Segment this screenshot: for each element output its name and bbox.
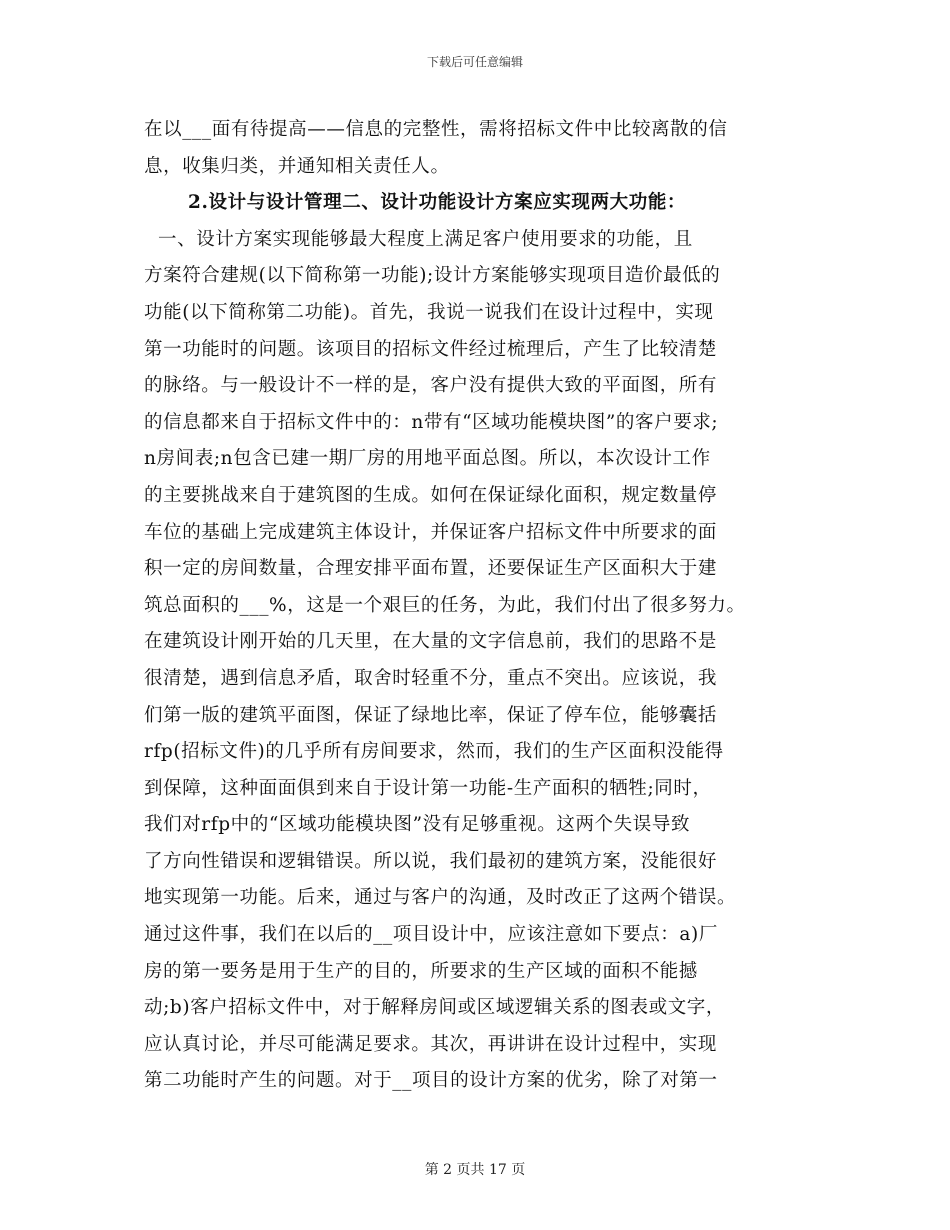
text-line: 的主要挑战来自于建筑图的生成。如何在保证绿化面积，规定数量停 — [144, 484, 718, 506]
text-line: 应认真讨论，并尽可能满足要求。其次，再讲讲在设计过程中，实现 — [144, 1033, 718, 1055]
text-line: 在以___面有待提高——信息的完整性，需将招标文件中比较离散的信 — [144, 119, 728, 140]
page-header: 下载后可任意编辑 — [426, 55, 523, 69]
text-line: 了方向性错误和逻辑错误。所以说，我们最初的建筑方案，没能很好 — [144, 850, 718, 872]
text-line: 筑总面积的___%，这是一个艰巨的任务，为此，我们付出了很多努力。 — [144, 594, 746, 616]
paragraph-first-line: 一、设计方案实现能够最大程度上满足客户使用要求的功能，且 — [158, 228, 693, 250]
section-heading: 2.设计与设计管理二、设计功能设计方案应实现两大功能： — [188, 192, 687, 214]
text-line: 积一定的房间数量，合理安排平面布置，还要保证生产区面积大于建 — [144, 558, 718, 580]
text-line: 的信息都来自于招标文件中的：n带有“区域功能模块图”的客户要求; — [144, 411, 719, 433]
text-line: n房间表;n包含已建一期厂房的用地平面总图。所以，本次设计工作 — [144, 448, 711, 470]
text-line: 房的第一要务是用于生产的目的，所要求的生产区域的面积不能撼 — [144, 960, 698, 982]
text-line: 们第一版的建筑平面图，保证了绿地比率，保证了停车位，能够囊括 — [144, 704, 718, 726]
text-line: 动;b)客户招标文件中，对于解释房间或区域逻辑关系的图表或文字， — [144, 997, 725, 1019]
text-line: 功能(以下简称第二功能)。首先，我说一说我们在设计过程中，实现 — [144, 301, 714, 323]
text-line: 息，收集归类，并通知相关责任人。 — [144, 155, 450, 177]
text-line: 很清楚，遇到信息矛盾，取舍时轻重不分，重点不突出。应该说，我 — [144, 667, 718, 689]
page-footer: 第 2 页共 17 页 — [424, 1162, 526, 1178]
text-line: 的脉络。与一般设计不一样的是，客户没有提供大致的平面图，所有 — [144, 375, 718, 397]
text-line: 地实现第一功能。后来，通过与客户的沟通，及时改正了这两个错误。 — [144, 887, 737, 909]
document-body — [144, 112, 816, 1100]
text-line: 方案符合建规(以下简称第一功能);设计方案能够实现项目造价最低的 — [144, 265, 721, 287]
text-line: 第一功能时的问题。该项目的招标文件经过梳理后，产生了比较清楚 — [144, 338, 718, 360]
text-line: 到保障，这种面面俱到来自于设计第一功能-生产面积的牺牲;同时， — [144, 777, 712, 799]
text-line: 我们对rfp中的“区域功能模块图”没有足够重视。这两个失误导致 — [144, 814, 691, 836]
text-line: rfp(招标文件)的几乎所有房间要求，然而，我们的生产区面积没能得 — [144, 741, 724, 763]
text-line: 通过这件事，我们在以后的__项目设计中，应该注意如下要点：a)厂 — [144, 924, 718, 946]
text-line: 第二功能时产生的问题。对于__项目的设计方案的优劣，除了对第一 — [144, 1070, 718, 1092]
text-line: 在建筑设计刚开始的几天里，在大量的文字信息前，我们的思路不是 — [144, 631, 718, 653]
text-line: 车位的基础上完成建筑主体设计，并保证客户招标文件中所要求的面 — [144, 521, 718, 543]
